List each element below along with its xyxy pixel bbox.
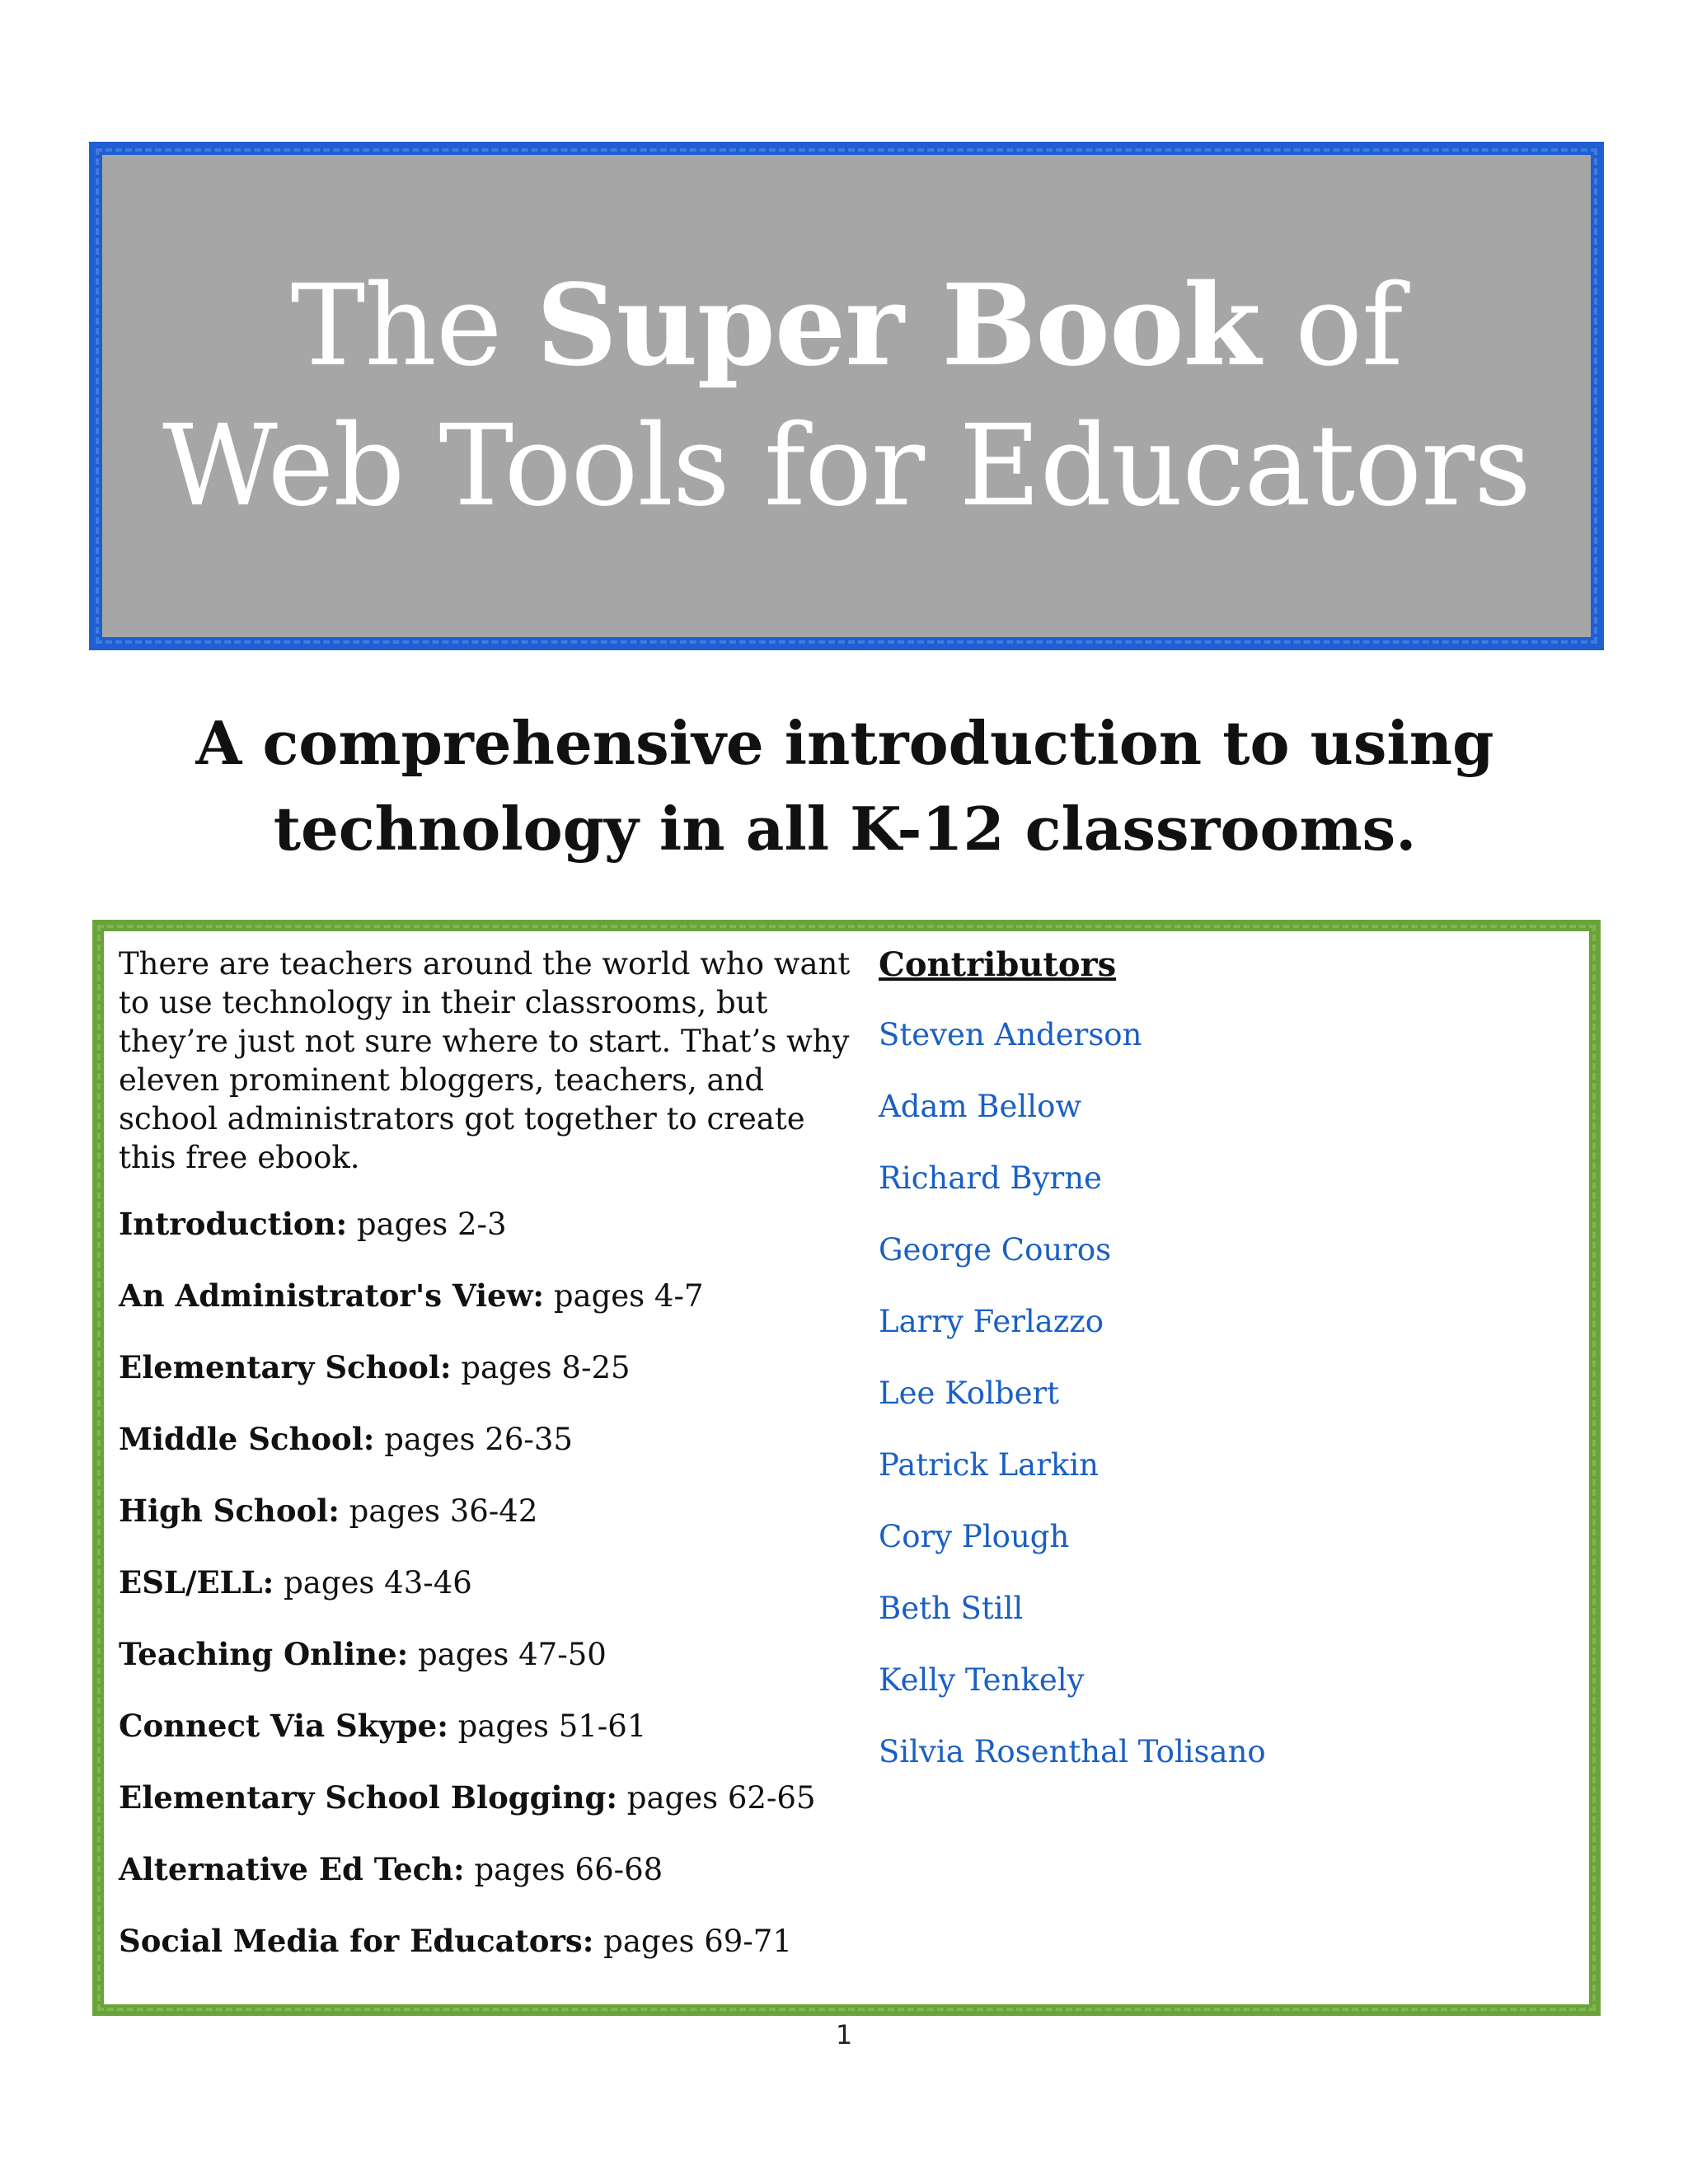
title-box: [89, 142, 1604, 650]
toc-item-pages: pages 69-71: [593, 1924, 792, 1959]
toc-item-label: ESL/ELL:: [119, 1564, 274, 1601]
contributor-link[interactable]: Richard Byrne: [879, 1160, 1102, 1196]
contributor-link[interactable]: Silvia Rosenthal Tolisano: [879, 1734, 1266, 1769]
toc-item: [119, 1205, 860, 1277]
content-box: [92, 920, 1601, 2016]
contributor-link[interactable]: Beth Still: [879, 1591, 1024, 1626]
subtitle-line-1: A comprehensive introduction to using: [195, 708, 1494, 778]
toc-item-label: Social Media for Educators:: [119, 1923, 594, 1959]
toc-item: [119, 1850, 860, 1922]
title-line-1: [291, 255, 1403, 396]
contributors-column: [879, 944, 1587, 1804]
toc-item-pages: pages 4-7: [544, 1278, 704, 1314]
toc-item-pages: pages 66-68: [464, 1852, 663, 1887]
intro-paragraph: There are teachers around the world who want to use technology in their classrooms, but they’re just not sure where to start. That’s why eleven prominent bloggers, teachers, and school administrators got together to create this free ebook.: [119, 946, 851, 1175]
contributors-list: [879, 1015, 1587, 1804]
contributor-link[interactable]: Kelly Tenkely: [879, 1662, 1085, 1698]
toc-item: [119, 1563, 860, 1635]
table-of-contents: [119, 1205, 860, 1994]
contributor-link[interactable]: Patrick Larkin: [879, 1447, 1099, 1483]
toc-item-label: Elementary School Blogging:: [119, 1779, 618, 1816]
contributor-link[interactable]: Lee Kolbert: [879, 1376, 1060, 1411]
contributor-link[interactable]: George Couros: [879, 1232, 1112, 1268]
contributors-heading: Contributors: [879, 945, 1117, 984]
toc-item-label: Teaching Online:: [119, 1636, 409, 1672]
toc-item-label: An Administrator's View:: [119, 1277, 545, 1314]
toc-item-pages: pages 26-35: [374, 1422, 573, 1457]
contributor-link[interactable]: Larry Ferlazzo: [879, 1304, 1104, 1339]
toc-item-label: High School:: [119, 1493, 340, 1529]
toc-item: [119, 1420, 860, 1492]
table-of-contents-column: [119, 944, 860, 1994]
toc-item: [119, 1277, 860, 1348]
toc-item: [119, 1922, 860, 1994]
title-prefix: The: [290, 261, 537, 391]
toc-item-pages: pages 51-61: [448, 1708, 647, 1744]
toc-item-pages: pages 2-3: [347, 1207, 507, 1242]
toc-item-pages: pages 47-50: [408, 1637, 607, 1672]
toc-item-label: Connect Via Skype:: [119, 1708, 448, 1744]
contributor-link[interactable]: Adam Bellow: [879, 1089, 1082, 1124]
toc-item-pages: pages 36-42: [339, 1493, 538, 1529]
toc-item-label: Alternative Ed Tech:: [119, 1851, 465, 1887]
subtitle-line-2: technology in all K-12 classrooms.: [273, 794, 1417, 864]
toc-item: [119, 1348, 860, 1420]
contributor-link[interactable]: Cory Plough: [879, 1519, 1070, 1554]
toc-item-pages: pages 8-25: [451, 1350, 631, 1385]
page-number: 1: [835, 2019, 853, 2050]
toc-item: [119, 1635, 860, 1707]
contributor-link[interactable]: Steven Anderson: [879, 1017, 1142, 1052]
title-line-2: Web Tools for Educators: [162, 401, 1531, 532]
toc-item-label: Elementary School:: [119, 1349, 452, 1385]
toc-item: [119, 1707, 860, 1779]
toc-item-pages: pages 62-65: [617, 1780, 816, 1816]
toc-item-label: Introduction:: [119, 1206, 348, 1242]
title-suffix: of: [1259, 261, 1403, 391]
title-emphasis: Super Book: [536, 260, 1260, 391]
toc-item-pages: pages 43-46: [274, 1565, 472, 1601]
toc-item-label: Middle School:: [119, 1421, 375, 1457]
toc-item: [119, 1779, 860, 1850]
subtitle: [99, 701, 1591, 872]
toc-item: [119, 1492, 860, 1563]
